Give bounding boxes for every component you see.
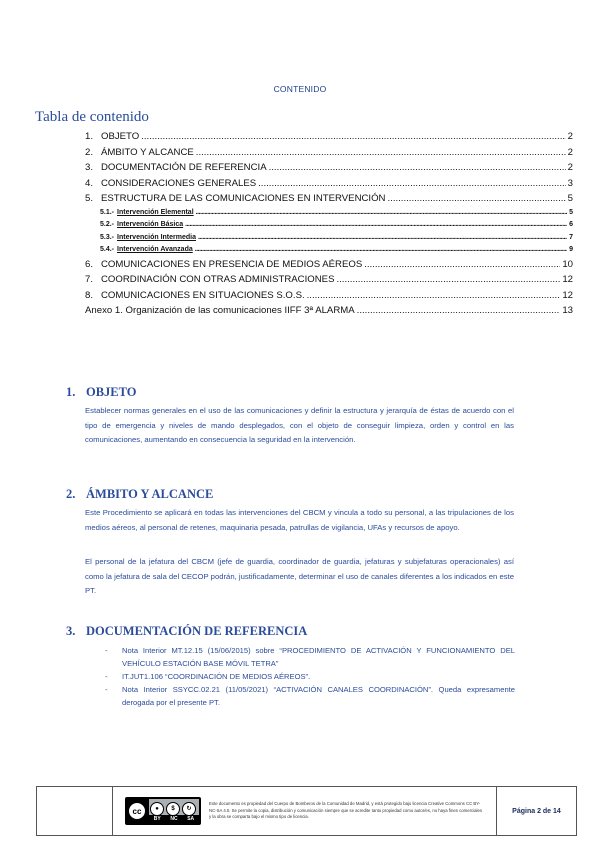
toc-entry-label: OBJETO bbox=[101, 131, 140, 142]
cc-logo-icon: cc bbox=[127, 801, 147, 821]
toc-leader-dots bbox=[141, 131, 565, 142]
toc-leader-dots bbox=[196, 147, 566, 158]
toc-leader-dots bbox=[387, 193, 565, 204]
toc-entry[interactable] bbox=[85, 274, 573, 290]
toc-entry-number: 5.2.- bbox=[100, 221, 115, 228]
section-number: 1. bbox=[66, 385, 76, 399]
toc-leader-dots bbox=[307, 290, 561, 301]
ambito-paragraph-1: Este Procedimiento se aplicará en todas las intervenciones del CBCM y vincula a todo su personal, a las tripulaciones de los medios aéreos, al personal de retenes, maquinaria pesada, patrullas de vigilancia, UFAs y recursos de apoyo. bbox=[85, 508, 514, 532]
toc-entry-label: Anexo 1. Organización de las comunicaciones IIFF 3ª ALARMA bbox=[85, 305, 355, 316]
toc-title: Tabla de contenido bbox=[35, 109, 149, 125]
toc-entry-label: CONSIDERACIONES GENERALES bbox=[101, 177, 257, 189]
attribution-icon: ● bbox=[150, 802, 164, 816]
toc-entry[interactable] bbox=[85, 147, 573, 163]
noncommercial-icon: $ bbox=[166, 802, 180, 816]
toc-entry-page: 7 bbox=[569, 233, 573, 241]
toc-entry-page: 3 bbox=[567, 177, 573, 189]
section-heading-ambito bbox=[66, 487, 213, 502]
toc-entry-label: DOCUMENTACIÓN DE REFERENCIA bbox=[101, 162, 267, 173]
toc-entry-label: Intervención Elemental bbox=[117, 208, 194, 216]
toc-subentry[interactable] bbox=[85, 221, 573, 234]
toc-entry-number: 2. bbox=[85, 146, 94, 158]
ambito-paragraph-2: El personal de la jefatura del CBCM (jefe de guardia, coordinador de guardia, jefaturas y subjefaturas operacionales) así como la jefatura de sala del CECOP podrán, justificadamente, determinar el uso de canales diferentes a los indicados en este PT. bbox=[85, 557, 514, 595]
license-text: Este documento es propiedad del Cuerpo de Bomberos de la Comunidad de Madrid, y está protegido bajo licencia Creative Commons CC BY-NC-SA 4.0. Se permite la copia, distribución y comunicación siempre que se acredite tanto propiedad como autor/es, no haya fines comerciales y la obra se comparta bajo el mismo tipo de licencia. bbox=[209, 801, 482, 820]
reference-item: - IT.JUT1.106 “COORDINACIÓN DE MEDIOS AÉREOS”. bbox=[105, 672, 311, 681]
section-title: DOCUMENTACIÓN DE REFERENCIA bbox=[86, 624, 308, 638]
objeto-paragraph: Establecer normas generales en el uso de las comunicaciones y definir la estructura y jerarquía de éstas de acuerdo con el tipo de emergencia y niveles de mando desplegados, con el objeto de conseguir limpieza, orden y control en las comunicaciones, aumentando en consecuencia la seguridad en la intervención. bbox=[85, 406, 514, 444]
toc-subentry[interactable] bbox=[85, 209, 573, 222]
toc-entry-page: 12 bbox=[562, 289, 573, 301]
toc-leader-dots bbox=[269, 162, 566, 173]
toc-entry[interactable] bbox=[85, 305, 573, 321]
toc-entry-page: 12 bbox=[562, 274, 573, 285]
toc-entry-page: 2 bbox=[567, 131, 573, 142]
toc-leader-dots bbox=[364, 259, 560, 270]
toc-leader-dots bbox=[357, 305, 561, 316]
toc-leader-dots bbox=[258, 178, 566, 189]
toc-entry-label: ESTRUCTURA DE LAS COMUNICACIONES EN INTERVENCIÓN bbox=[101, 193, 386, 204]
toc-entry-number: 8. bbox=[85, 289, 94, 301]
toc-entry-page: 9 bbox=[569, 246, 573, 253]
toc-entry-number: 5.3.- bbox=[100, 233, 115, 241]
table-of-contents bbox=[85, 131, 573, 321]
toc-entry[interactable] bbox=[85, 193, 573, 209]
toc-subentry[interactable] bbox=[85, 234, 573, 247]
toc-entry-label: COORDINACIÓN CON OTRAS ADMINISTRACIONES bbox=[101, 274, 335, 285]
sharealike-icon: ↻ bbox=[182, 802, 196, 816]
cc-by-label: BY bbox=[153, 816, 161, 822]
toc-entry[interactable] bbox=[85, 290, 573, 306]
toc-entry[interactable] bbox=[85, 259, 573, 275]
reference-item: - Nota Interior MT.12.15 (15/06/2015) sobre “PROCEDIMIENTO DE ACTIVACIÓN Y FUNCIONAMIENTO DEL VEHÍCULO ESTACIÓN BASE MÓVIL TETRA” bbox=[105, 646, 515, 668]
toc-leader-dots bbox=[195, 246, 567, 253]
toc-entry-number: 4. bbox=[85, 177, 94, 189]
page-number: Página 2 de 14 bbox=[512, 807, 561, 815]
page-header-title: CONTENIDO bbox=[273, 84, 327, 94]
reference-list bbox=[105, 644, 515, 709]
cc-nc-label: NC bbox=[170, 816, 178, 822]
toc-entry-label: COMUNICACIONES EN SITUACIONES S.O.S. bbox=[101, 289, 305, 301]
toc-entry-number: 5. bbox=[85, 193, 94, 204]
page-footer bbox=[36, 786, 577, 836]
toc-entry-number: 1. bbox=[85, 131, 94, 142]
toc-entry-label: ÁMBITO Y ALCANCE bbox=[101, 146, 194, 158]
section-title: OBJETO bbox=[86, 385, 137, 399]
toc-entry-number: 3. bbox=[85, 162, 94, 173]
toc-entry-number: 5.4.- bbox=[100, 246, 115, 253]
section-number: 3. bbox=[66, 624, 76, 638]
reference-item: - Nota Interior SSYCC.02.21 (11/05/2021) “ACTIVACIÓN CANALES COORDINACIÓN”. Queda expresamente derogada por el presente PT. bbox=[105, 685, 515, 707]
toc-entry-label: Intervención Básica bbox=[117, 221, 184, 228]
toc-entry-page: 10 bbox=[562, 258, 573, 270]
footer-logo-cell bbox=[37, 787, 113, 835]
section-title: ÁMBITO Y ALCANCE bbox=[86, 487, 214, 501]
toc-entry-label: Intervención Avanzada bbox=[117, 246, 193, 253]
toc-entry[interactable] bbox=[85, 178, 573, 194]
toc-entry-page: 5 bbox=[567, 193, 573, 204]
toc-subentry[interactable] bbox=[85, 246, 573, 259]
toc-entry-page: 13 bbox=[562, 305, 573, 316]
toc-entry[interactable] bbox=[85, 131, 573, 147]
toc-entry-page: 2 bbox=[567, 146, 573, 158]
section-heading-objeto bbox=[66, 385, 136, 400]
section-number: 2. bbox=[66, 487, 76, 501]
toc-leader-dots bbox=[198, 234, 567, 241]
creative-commons-badge bbox=[125, 797, 201, 825]
footer-license-cell bbox=[113, 787, 497, 835]
toc-entry-page: 5 bbox=[569, 208, 573, 216]
cc-sa-label: SA bbox=[187, 816, 195, 822]
toc-leader-dots bbox=[185, 221, 567, 228]
section-heading-documentacion bbox=[66, 624, 307, 639]
toc-entry-number: 7. bbox=[85, 274, 94, 285]
toc-leader-dots bbox=[196, 209, 567, 216]
toc-entry-label: Intervención Intermedia bbox=[117, 233, 196, 241]
toc-entry-page: 6 bbox=[569, 221, 573, 228]
toc-entry-number: 6. bbox=[85, 258, 94, 270]
toc-entry-number: 5.1.- bbox=[100, 208, 115, 216]
toc-entry-label: COMUNICACIONES EN PRESENCIA DE MEDIOS AÉREOS bbox=[101, 258, 363, 270]
toc-leader-dots bbox=[336, 274, 560, 285]
toc-entry[interactable] bbox=[85, 162, 573, 178]
toc-entry-page: 2 bbox=[567, 162, 573, 173]
